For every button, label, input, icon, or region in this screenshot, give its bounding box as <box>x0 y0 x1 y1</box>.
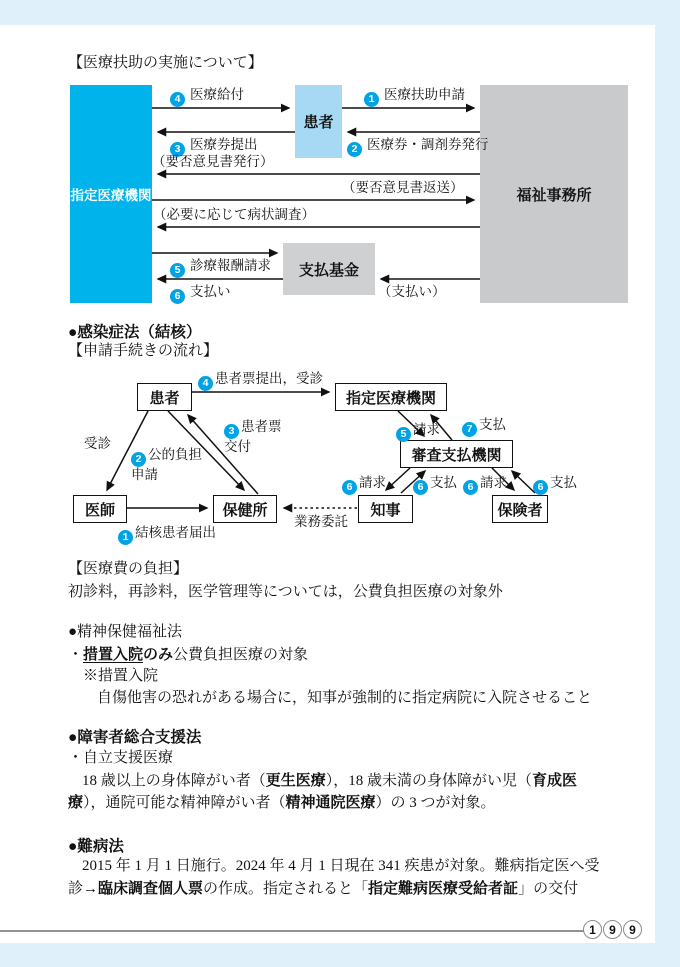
label-condition-survey: （必要に応じて病状調査） <box>153 207 315 222</box>
arrow-label-public-burden-apply <box>131 447 202 483</box>
label-text: 結核患者届出 <box>135 525 216 540</box>
arrow-label-patient-ticket-issue <box>224 419 282 455</box>
arrow-label-pay-7 <box>462 417 506 437</box>
document-page <box>0 25 655 943</box>
box-patient: 患者 <box>137 383 192 411</box>
box-health-center: 保健所 <box>213 495 277 523</box>
footer-rule <box>0 930 589 932</box>
label-text-line2: 交付 <box>224 438 251 454</box>
label-text: 医療扶助申請 <box>384 87 465 102</box>
intractable-body-line2 <box>68 879 578 899</box>
step-circle-icon: 6 <box>533 480 548 495</box>
arrow-label-ticket-issue <box>347 137 489 157</box>
note-label-sochi-nyuin: ※措置入院 <box>83 668 159 684</box>
mental-health-bullet <box>68 645 308 665</box>
label-text: 患者票 <box>241 419 282 434</box>
intractable-body-line1: 2015 年 1 月 1 日施行。2024 年 4 月 1 日現在 341 疾患が対象。難病指定医へ受 <box>82 858 600 874</box>
term-recipient-certificate: 指定難病医療受給者証 <box>368 880 519 897</box>
box-patient: 患者 <box>295 85 342 158</box>
section-heading-disability-support-law: ●障害者総合支援法 <box>68 729 202 746</box>
text: ）の 3 つが対象。 <box>375 795 496 811</box>
label-text-line2: 申請 <box>131 466 158 482</box>
bullet-rest: 公費負担医療の対象 <box>173 647 309 663</box>
box-governor: 知事 <box>358 495 413 523</box>
label-text: 支払 <box>550 475 577 490</box>
text: 診→ <box>68 881 99 897</box>
label-text: 請求 <box>413 422 440 437</box>
box-payment-fund: 支払基金 <box>283 243 375 295</box>
arrow-label-claim-6-governor <box>342 475 386 495</box>
arrow-label-claim-5 <box>396 422 440 442</box>
arrow-label-payment <box>170 284 231 304</box>
text: 18 歳以上の身体障がい者（ <box>82 773 266 789</box>
box-designated-medical-institution: 指定医療機関 <box>70 85 152 303</box>
medical-cost-body: 初診料，再診料，医学管理等については，公費負担医療の対象外 <box>68 584 503 600</box>
label-payment-paren: （支払い） <box>378 284 446 299</box>
box-review-payment-org: 審査支払機関 <box>400 440 513 468</box>
text: 」の交付 <box>518 881 579 897</box>
text: ），通院可能な精神障がい者（ <box>83 795 286 811</box>
step-circle-icon: 5 <box>396 427 411 442</box>
page-digit-circle: 1 <box>583 920 602 939</box>
arrow-label-pay-6-governor <box>413 475 457 495</box>
section-heading-intractable-disease-law: ●難病法 <box>68 838 124 855</box>
step-circle-icon: 2 <box>131 452 146 467</box>
arrow-label-claim-6-insurer <box>463 475 507 495</box>
step-circle-icon: 3 <box>224 424 239 439</box>
term-clinical-survey-form: 臨床調査個人票 <box>98 880 204 897</box>
label-outsourcing: 業務委託 <box>294 514 348 529</box>
step-circle-icon: 4 <box>170 92 185 107</box>
disability-body-line2 <box>68 793 496 813</box>
step-circle-icon: 1 <box>118 530 133 545</box>
label-text: 患者票提出，受診 <box>215 371 323 386</box>
section-heading-infectious-disease-law: ●感染症法（結核） <box>68 324 202 341</box>
term-kosei-iryo: 更生医療 <box>265 772 326 789</box>
arrow-label-medical-benefit <box>170 87 244 107</box>
label-text: 支払 <box>430 475 457 490</box>
step-circle-icon: 5 <box>170 263 185 278</box>
label-text: 医療給付 <box>190 87 244 102</box>
box-insurer: 保険者 <box>492 495 548 523</box>
label-text: 請求 <box>480 475 507 490</box>
label-consultation: 受診 <box>84 436 111 451</box>
text: の作成。指定されると「 <box>203 881 369 897</box>
box-welfare-office: 福祉事務所 <box>480 85 628 303</box>
term-involuntary-hospitalization: 措置入院 <box>83 646 144 663</box>
section-subtitle-application-flow: 【申請手続きの流れ】 <box>68 343 219 359</box>
label-text: 医療券提出 <box>190 137 258 152</box>
box-designated-medical-institution: 指定医療機関 <box>335 383 447 411</box>
disability-bullet-jiritsu-shien: ・自立支援医療 <box>68 750 174 766</box>
term-seishin-tsuin-iryo: 精神通院医療 <box>285 794 376 811</box>
label-text: 請求 <box>359 475 386 490</box>
arrow-label-tb-patient-report <box>118 525 216 545</box>
box-doctor: 医師 <box>73 495 127 523</box>
label-text: 支払い <box>190 284 231 299</box>
step-circle-icon: 7 <box>462 422 477 437</box>
bullet-mark: ・ <box>68 647 84 663</box>
step-circle-icon: 6 <box>170 289 185 304</box>
step-circle-icon: 6 <box>463 480 478 495</box>
section-heading-mental-health-law: ●精神保健福祉法 <box>68 624 183 640</box>
arrow-label-assistance-application <box>364 87 465 107</box>
text: ），18 歳未満の身体障がい児（ <box>325 773 533 789</box>
step-circle-icon: 3 <box>170 142 185 157</box>
page-digit-circle: 9 <box>603 920 622 939</box>
step-circle-icon: 4 <box>198 376 213 391</box>
arrow-label-fee-claim <box>170 258 271 278</box>
label-text: 支払 <box>479 417 506 432</box>
label-text: 診療報酬請求 <box>190 258 271 273</box>
diagram-medical-assistance-flow <box>70 85 628 303</box>
step-circle-icon: 1 <box>364 92 379 107</box>
label-opinion-issue: （要否意見書発行） <box>152 154 274 169</box>
label-opinion-return: （要否意見書返送） <box>342 180 464 195</box>
term-only: のみ <box>143 646 174 663</box>
label-text: 医療券・調剤券発行 <box>367 137 489 152</box>
section-title-medical-cost: 【医療費の負担】 <box>68 561 189 577</box>
term-ikusei-iryo-part2: 療 <box>68 794 84 811</box>
step-circle-icon: 6 <box>342 480 357 495</box>
page-number <box>583 920 643 939</box>
arrow-label-ticket-submit-consult <box>198 371 323 391</box>
note-body-sochi-nyuin: 自傷他害の恐れがある場合に，知事が強制的に指定病院に入院させること <box>97 690 593 706</box>
section-title-medical-assistance: 【医療扶助の実施について】 <box>68 55 263 71</box>
arrow-label-pay-6-insurer <box>533 475 577 495</box>
page-digit-circle: 9 <box>623 920 642 939</box>
disability-body-line1 <box>82 771 577 791</box>
step-circle-icon: 2 <box>347 142 362 157</box>
term-ikusei-iryo-part1: 育成医 <box>532 772 578 789</box>
diagram-tb-application-flow <box>68 370 633 545</box>
step-circle-icon: 6 <box>413 480 428 495</box>
label-text: 公的負担 <box>148 447 202 462</box>
